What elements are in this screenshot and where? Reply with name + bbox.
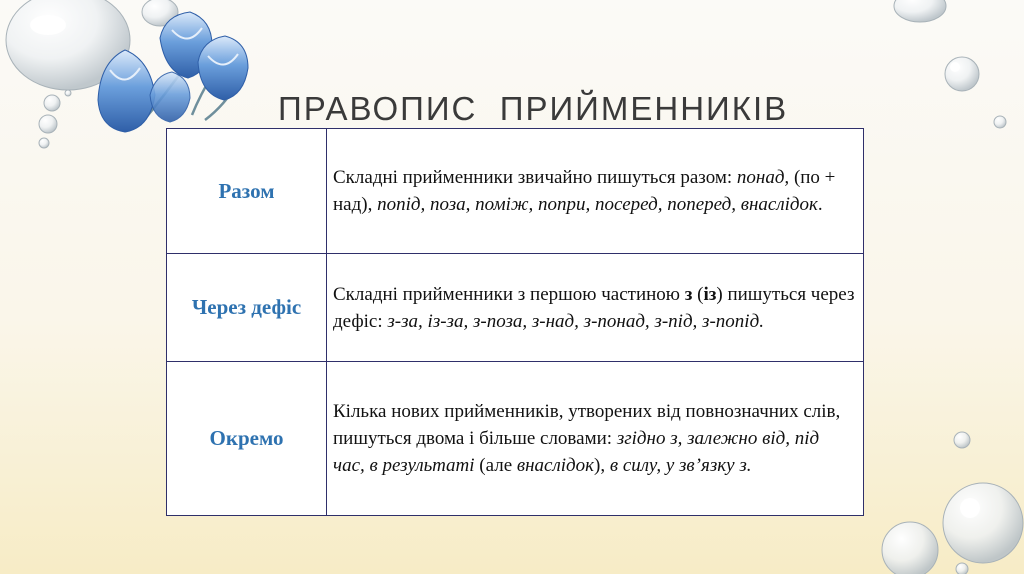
example-text: попід, поза, поміж, попри, посеред, поперед, внаслідок bbox=[377, 194, 818, 215]
rule-text: Складні прийменники з першою частиною bbox=[333, 283, 685, 305]
example-text: понад, bbox=[736, 167, 790, 188]
example-text: внаслідок bbox=[516, 455, 595, 476]
row-description bbox=[327, 254, 864, 362]
row-label: Разом bbox=[167, 129, 327, 254]
row-description bbox=[327, 362, 864, 516]
example-text: в силу, у зв’язку з. bbox=[609, 455, 752, 476]
page-title: ПРАВОПИС ПРИЙМЕННИКІВ bbox=[278, 90, 789, 127]
rules-table bbox=[166, 128, 864, 516]
rule-text: ), bbox=[594, 455, 610, 476]
rule-text: Кілька нових прийменників, утворених від повнозначних слів, пишуться двома і більше словами: bbox=[333, 401, 841, 449]
table-row bbox=[167, 362, 864, 516]
row-label: Окремо bbox=[167, 362, 327, 516]
emphasis-text: з bbox=[684, 283, 693, 305]
rule-text: ( bbox=[692, 283, 704, 305]
emphasis-text: із bbox=[703, 283, 717, 305]
rule-text: . bbox=[817, 194, 823, 215]
rule-text: (по + над), bbox=[333, 167, 836, 215]
rule-text: Складні прийменники звичайно пишуться разом: bbox=[333, 167, 737, 188]
rule-text: (але bbox=[474, 455, 517, 476]
table-row bbox=[167, 129, 864, 254]
example-text: з-за, із-за, з-поза, з-над, з-понад, з-під, з-попід. bbox=[387, 310, 764, 332]
row-label: Через дефіс bbox=[167, 254, 327, 362]
table-row bbox=[167, 254, 864, 362]
row-description bbox=[327, 129, 864, 254]
rule-text: ) пишуться через дефіс: bbox=[333, 283, 855, 332]
example-text: згідно з, залежно від, під час, в результаті bbox=[333, 428, 820, 476]
